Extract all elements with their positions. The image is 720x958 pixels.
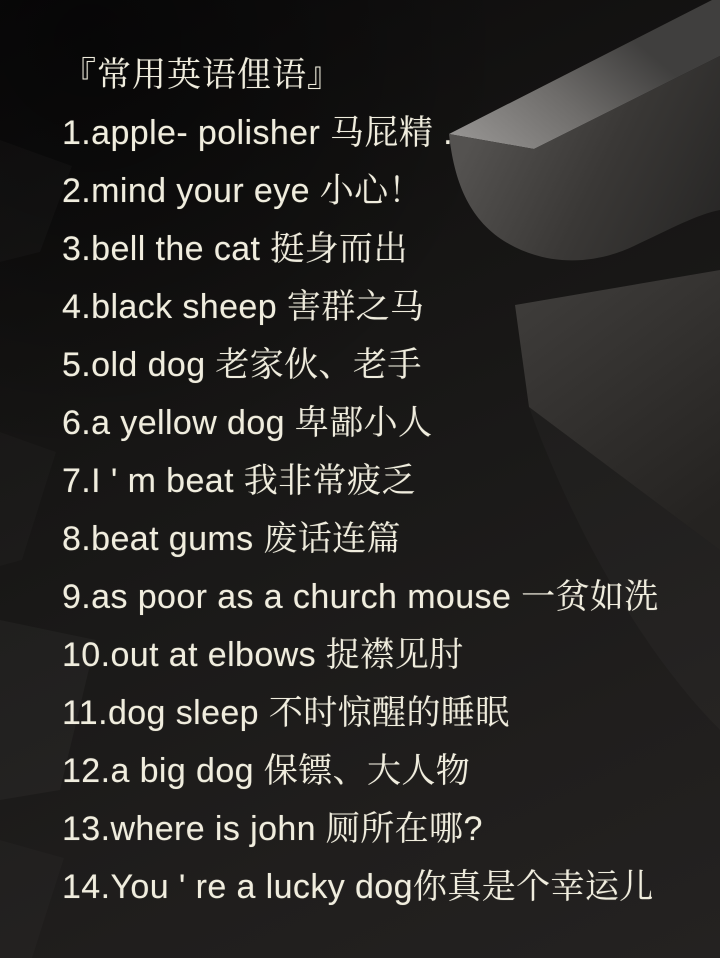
idiom-line: 3.bell the cat 挺身而出 — [62, 229, 408, 268]
idiom-line: 11.dog sleep 不时惊醒的睡眠 — [62, 693, 510, 732]
idiom-list — [62, 42, 700, 912]
idiom-line: 7.I ' m beat 我非常疲乏 — [62, 461, 416, 500]
idiom-line: 12.a big dog 保镖、大人物 — [62, 751, 471, 790]
post-title: 『常用英语俚语』 — [62, 55, 342, 94]
idiom-line: 10.out at elbows 捉襟见肘 — [62, 635, 464, 674]
idiom-line: 9.as poor as a church mouse 一贫如洗 — [62, 577, 659, 616]
idiom-line: 2.mind your eye 小心！ — [62, 171, 423, 210]
idiom-line: 4.black sheep 害群之马 — [62, 287, 425, 326]
idiom-line: 8.beat gums 废话连篇 — [62, 519, 401, 558]
idiom-line: 1.apple- polisher 马屁精 . — [62, 113, 453, 152]
idiom-line: 14.You ' re a lucky dog你真是个幸运儿 — [62, 867, 654, 906]
idiom-line: 6.a yellow dog 卑鄙小人 — [62, 403, 433, 442]
idiom-line: 5.old dog 老家伙、老手 — [62, 345, 422, 384]
idiom-line: 13.where is john 厕所在哪? — [62, 809, 483, 848]
